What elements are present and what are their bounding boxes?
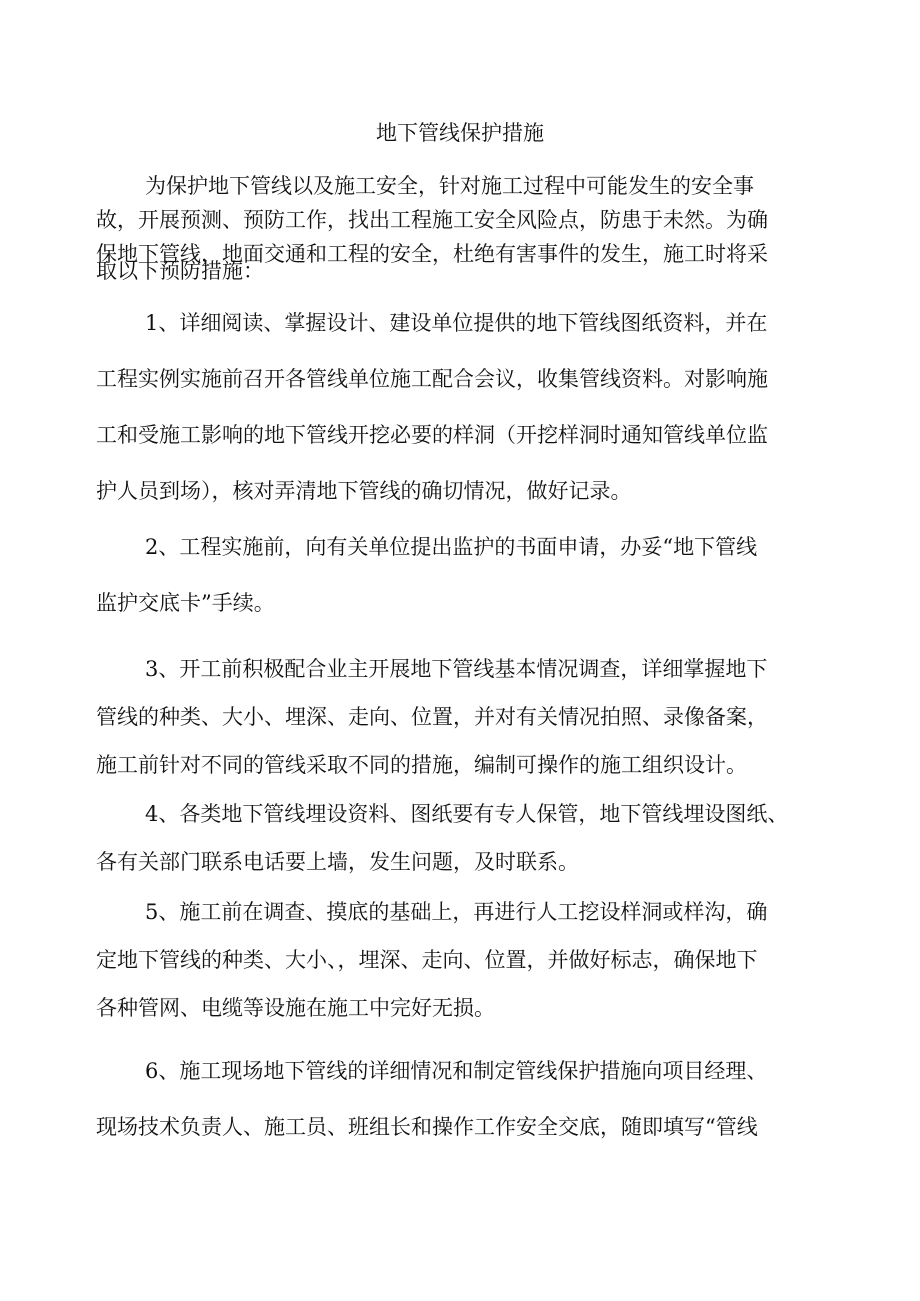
text-line: 为保护地下管线以及施工安全，针对施工过程中可能发生的安全事 (145, 174, 754, 198)
text-line: 工和受施工影响的地下管线开挖必要的样洞（开挖样洞时通知管线单位监 (96, 423, 768, 447)
text-line: 5、施工前在调查、摸底的基础上，再进行人工挖设样洞或样沟，确 (145, 900, 768, 924)
text-line: 故，开展预测、预防工作，找出工程施工安全风险点，防患于未然。为确 (96, 208, 768, 232)
text-line: 取以下预防措施： (96, 259, 264, 283)
text-line: 工程实例实施前召开各管线单位施工配合会议，收集管线资料。对影响施 (96, 367, 768, 391)
text-line: 护人员到场），核对弄清地下管线的确切情况，做好记录。 (96, 479, 632, 503)
text-line: 3、开工前积极配合业主开展地下管线基本情况调查，详细掌握地下 (145, 657, 768, 681)
text-line: 6、施工现场地下管线的详细情况和制定管线保护措施向项目经理、 (145, 1059, 768, 1083)
text-line: 保地下管线，地面交通和工程的安全，杜绝有害事件的发生，施工时将采 (96, 242, 768, 266)
text-line: 现场技术负责人、施工员、班组长和操作工作安全交底，随即填写“管线 (96, 1115, 758, 1139)
text-line: 管线的种类、大小、埋深、走向、位置，并对有关情况拍照、录像备案， (96, 705, 768, 729)
document-title: 地下管线保护措施 (376, 121, 544, 145)
text-line: 2、工程实施前，向有关单位提出监护的书面申请，办妥“地下管线 (145, 535, 758, 559)
text-line: 1、详细阅读、掌握设计、建设单位提供的地下管线图纸资料，并在 (145, 311, 768, 335)
text-line: 4、各类地下管线埋设资料、图纸要有专人保管，地下管线埋设图纸、 (145, 802, 789, 826)
text-line: 各种管网、电缆等设施在施工中完好无损。 (96, 996, 495, 1020)
text-line: 监护交底卡”手续。 (96, 591, 275, 615)
text-line: 定地下管线的种类、大小、，埋深、走向、位置，并做好标志，确保地下 (96, 948, 758, 972)
text-line: 各有关部门联系电话要上墙，发生问题，及时联系。 (96, 850, 579, 874)
text-line: 施工前针对不同的管线采取不同的措施，编制可操作的施工组织设计。 (96, 753, 747, 777)
